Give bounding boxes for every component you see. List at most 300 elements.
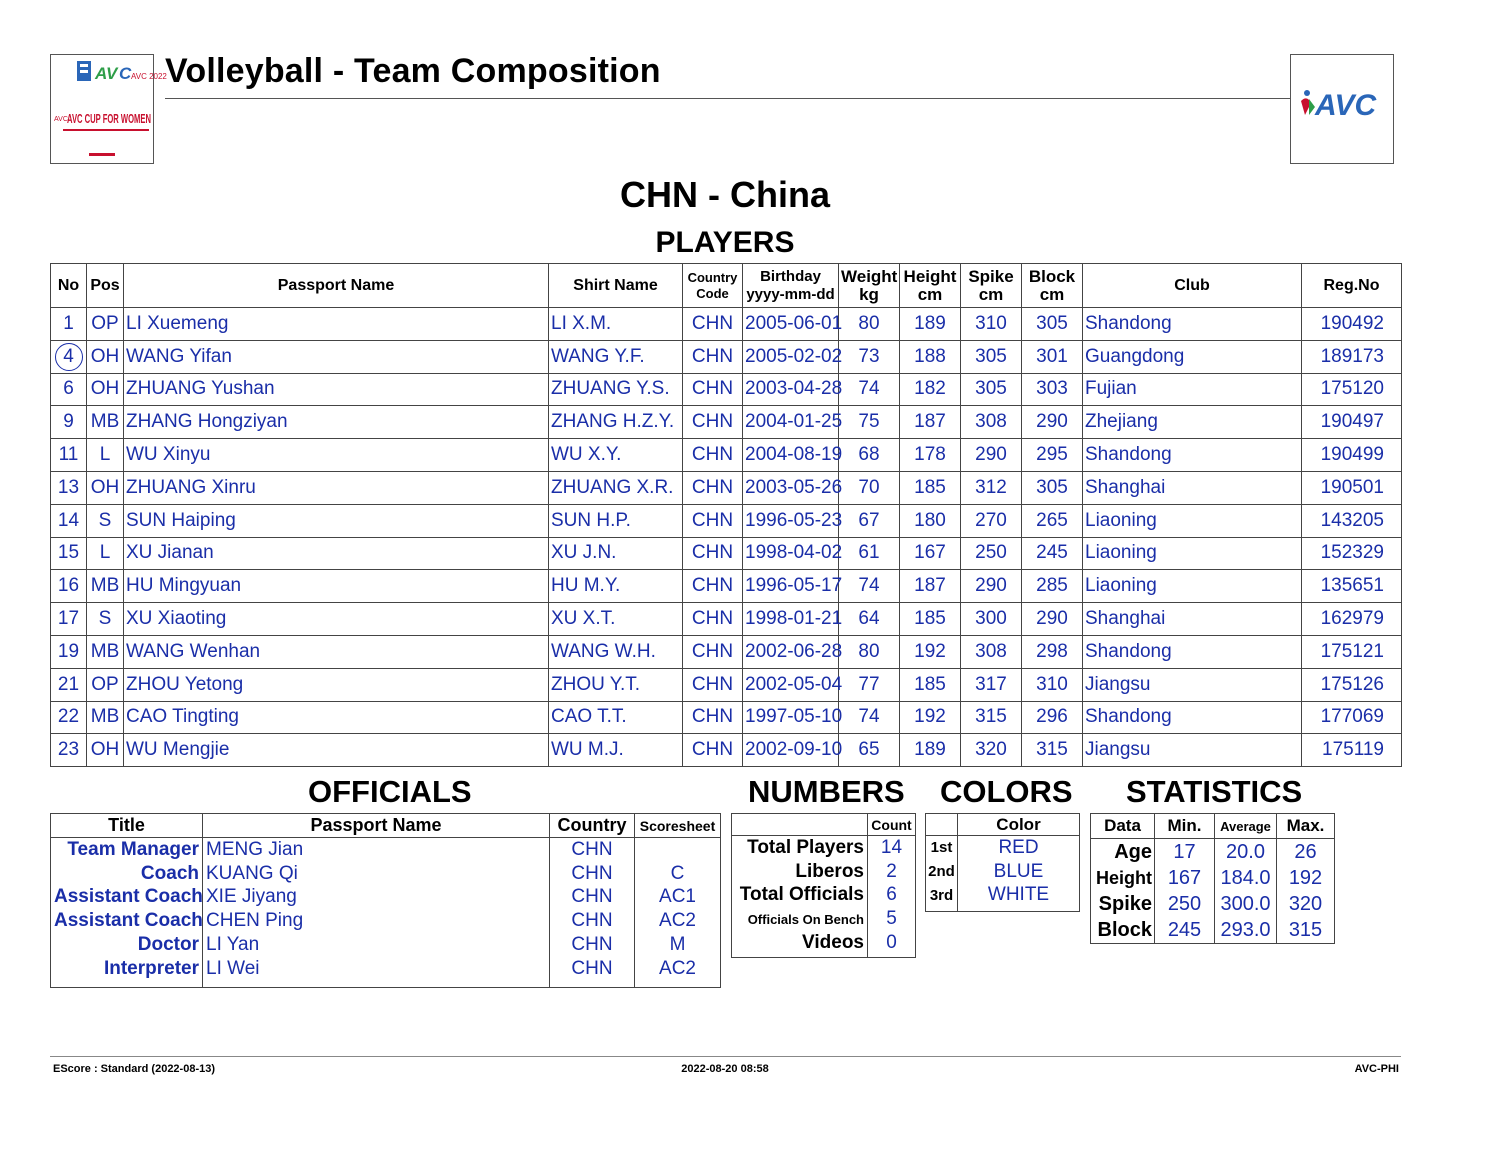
event-logo (50, 54, 167, 164)
official-passport-name: LI Yan (203, 933, 550, 957)
player-reg-no: 190492 (1302, 308, 1402, 341)
player-reg-no: 175119 (1302, 734, 1402, 767)
player-passport-name: WU Mengjie (124, 734, 549, 767)
player-block: 245 (1022, 537, 1083, 570)
player-passport-name: SUN Haiping (124, 504, 549, 537)
colors-header-row (926, 814, 1080, 836)
event-logo-text: AVC CUP FOR WOMEN (67, 111, 151, 126)
player-block: 301 (1022, 340, 1083, 373)
player-spike: 290 (961, 439, 1022, 472)
official-row (51, 862, 721, 886)
player-country: CHN (683, 406, 743, 439)
player-weight: 68 (839, 439, 900, 472)
player-birthday: 1996-05-23 (743, 504, 839, 537)
footer-divider (50, 1056, 1401, 1057)
official-title: Doctor (51, 933, 203, 957)
uniform-color: BLUE (993, 860, 1044, 882)
stat-min: 250 (1155, 891, 1215, 917)
player-position: S (87, 603, 124, 636)
uniform-color: WHITE (987, 884, 1050, 906)
player-number-cell (51, 340, 87, 373)
col-birthday (743, 264, 839, 308)
player-passport-name: HU Mingyuan (124, 570, 549, 603)
numbers-label: Total Players (732, 836, 868, 860)
player-reg-no: 143205 (1302, 504, 1402, 537)
official-country: CHN (550, 862, 635, 886)
player-club: Jiangsu (1083, 734, 1302, 767)
official-country: CHN (550, 886, 635, 910)
numbers-header-row (732, 814, 916, 836)
col-birthday-line1: Birthday (760, 267, 821, 285)
stat-min: 17 (1155, 839, 1215, 866)
player-passport-name: WANG Wenhan (124, 635, 549, 668)
document-title: Volleyball - Team Composition (165, 52, 661, 90)
colors-row (926, 836, 1080, 860)
player-spike: 308 (961, 635, 1022, 668)
player-shirt-name: SUN H.P. (549, 504, 683, 537)
player-position: OP (87, 308, 124, 341)
player-spike: 320 (961, 734, 1022, 767)
player-birthday: 2004-01-25 (743, 406, 839, 439)
numbers-heading: NUMBERS (748, 774, 905, 809)
col-country-code-line1: Country (687, 269, 738, 285)
player-spike: 270 (961, 504, 1022, 537)
player-spike: 315 (961, 701, 1022, 734)
statistics-header-row (1091, 814, 1335, 839)
col-official-scoresheet: Scoresheet (635, 814, 721, 838)
official-title: Interpreter (51, 957, 203, 987)
colors-heading: COLORS (940, 774, 1073, 809)
player-country: CHN (683, 603, 743, 636)
numbers-header-blank (732, 814, 868, 836)
player-country: CHN (683, 439, 743, 472)
svg-text:AVC: AVC (54, 116, 68, 123)
player-shirt-name: ZHANG H.Z.Y. (549, 406, 683, 439)
numbers-row (732, 931, 916, 957)
statistics-row (1091, 865, 1335, 891)
player-row (51, 635, 1402, 668)
colors-row (926, 884, 1080, 912)
player-country: CHN (683, 308, 743, 341)
col-count: Count (868, 814, 916, 836)
col-stat-average: Average (1215, 814, 1277, 839)
official-passport-name: MENG Jian (203, 838, 550, 862)
player-club: Shanghai (1083, 603, 1302, 636)
col-pos: Pos (87, 264, 124, 308)
player-number-cell: 6 (51, 373, 87, 406)
player-passport-name: ZHUANG Xinru (124, 471, 549, 504)
player-shirt-name: WU M.J. (549, 734, 683, 767)
player-birthday: 1998-01-21 (743, 603, 839, 636)
player-birthday: 2003-05-26 (743, 471, 839, 504)
player-number-cell: 21 (51, 668, 87, 701)
player-position: S (87, 504, 124, 537)
numbers-value: 2 (886, 860, 897, 882)
player-block: 296 (1022, 701, 1083, 734)
player-reg-no: 177069 (1302, 701, 1402, 734)
col-spike-line2: cm (978, 284, 1004, 304)
stat-min: 167 (1155, 865, 1215, 891)
player-height: 187 (900, 406, 961, 439)
stat-max: 192 (1277, 865, 1335, 891)
player-position: OH (87, 471, 124, 504)
col-height-line1: Height (903, 266, 957, 286)
footer-timestamp: 2022-08-20 08:58 (681, 1063, 769, 1075)
col-stat-min: Min. (1155, 814, 1215, 839)
official-country: CHN (550, 909, 635, 933)
player-height: 185 (900, 603, 961, 636)
player-club: Liaoning (1083, 570, 1302, 603)
player-club: Fujian (1083, 373, 1302, 406)
numbers-value: 5 (886, 908, 897, 930)
players-header-row (51, 264, 1402, 308)
player-birthday: 1998-04-02 (743, 537, 839, 570)
col-reg-no: Reg.No (1302, 264, 1402, 308)
numbers-row (732, 836, 916, 860)
stat-min: 245 (1155, 917, 1215, 944)
officials-heading: OFFICIALS (308, 774, 472, 809)
player-height: 189 (900, 734, 961, 767)
colors-table (925, 813, 1080, 912)
player-block: 305 (1022, 308, 1083, 341)
colors-row (926, 860, 1080, 884)
player-weight: 61 (839, 537, 900, 570)
numbers-value: 6 (886, 884, 897, 906)
col-block-line2: cm (1039, 284, 1065, 304)
player-spike: 305 (961, 340, 1022, 373)
player-country: CHN (683, 504, 743, 537)
player-country: CHN (683, 537, 743, 570)
player-country: CHN (683, 635, 743, 668)
uniform-order: 1st (926, 836, 958, 860)
player-shirt-name: WANG Y.F. (549, 340, 683, 373)
official-passport-name: KUANG Qi (203, 862, 550, 886)
player-spike: 310 (961, 308, 1022, 341)
col-block-line1: Block (1028, 266, 1076, 286)
col-spike-line1: Spike (968, 266, 1014, 286)
official-country: CHN (550, 933, 635, 957)
player-country: CHN (683, 734, 743, 767)
player-club: Liaoning (1083, 504, 1302, 537)
player-passport-name: WU Xinyu (124, 439, 549, 472)
player-spike: 305 (961, 373, 1022, 406)
player-passport-name: ZHOU Yetong (124, 668, 549, 701)
uniform-order: 2nd (926, 860, 958, 884)
col-stat-max: Max. (1277, 814, 1335, 839)
footer-software: EScore : Standard (2022-08-13) (53, 1063, 216, 1075)
player-reg-no: 175126 (1302, 668, 1402, 701)
official-row (51, 933, 721, 957)
col-color: Color (958, 814, 1080, 836)
col-no: No (51, 264, 87, 308)
player-birthday: 2005-06-01 (743, 308, 839, 341)
avc-logo-text: AVC (1315, 89, 1377, 122)
col-country-code-line2: Code (696, 285, 729, 301)
col-weight-line2: kg (859, 284, 879, 304)
player-number-cell: 15 (51, 537, 87, 570)
player-position: MB (87, 570, 124, 603)
official-scoresheet: AC2 (635, 957, 721, 987)
player-block: 303 (1022, 373, 1083, 406)
col-stat-data: Data (1091, 814, 1155, 839)
player-passport-name: LI Xuemeng (124, 308, 549, 341)
col-spike (961, 264, 1022, 308)
official-passport-name: CHEN Ping (203, 909, 550, 933)
player-reg-no: 152329 (1302, 537, 1402, 570)
official-scoresheet: M (635, 933, 721, 957)
col-shirt-name: Shirt Name (549, 264, 683, 308)
official-row (51, 957, 721, 987)
player-shirt-name: XU J.N. (549, 537, 683, 570)
player-height: 180 (900, 504, 961, 537)
player-height: 178 (900, 439, 961, 472)
col-club: Club (1083, 264, 1302, 308)
statistics-heading: STATISTICS (1126, 774, 1303, 809)
player-club: Shandong (1083, 701, 1302, 734)
col-passport-name: Passport Name (124, 264, 549, 308)
player-weight: 75 (839, 406, 900, 439)
player-birthday: 2002-09-10 (743, 734, 839, 767)
player-number-cell: 23 (51, 734, 87, 767)
col-weight (839, 264, 900, 308)
stat-label: Height (1091, 865, 1155, 891)
statistics-row (1091, 839, 1335, 866)
official-scoresheet: C (635, 862, 721, 886)
player-number-cell: 17 (51, 603, 87, 636)
player-shirt-name: WU X.Y. (549, 439, 683, 472)
player-birthday: 2003-04-28 (743, 373, 839, 406)
player-row (51, 439, 1402, 472)
player-birthday: 1997-05-10 (743, 701, 839, 734)
player-country: CHN (683, 668, 743, 701)
player-block: 265 (1022, 504, 1083, 537)
statistics-row (1091, 891, 1335, 917)
team-title: CHN - China (620, 174, 830, 215)
player-height: 185 (900, 471, 961, 504)
stat-max: 315 (1277, 917, 1335, 944)
stat-label: Block (1091, 917, 1155, 944)
player-passport-name: ZHUANG Yushan (124, 373, 549, 406)
player-block: 298 (1022, 635, 1083, 668)
player-row (51, 734, 1402, 767)
player-club: Zhejiang (1083, 406, 1302, 439)
player-position: OH (87, 734, 124, 767)
player-club: Shandong (1083, 635, 1302, 668)
player-shirt-name: ZHOU Y.T. (549, 668, 683, 701)
player-position: OH (87, 340, 124, 373)
player-spike: 312 (961, 471, 1022, 504)
player-block: 295 (1022, 439, 1083, 472)
col-block (1022, 264, 1083, 308)
players-table (50, 263, 1402, 767)
player-weight: 70 (839, 471, 900, 504)
player-spike: 308 (961, 406, 1022, 439)
official-title: Coach (51, 862, 203, 886)
player-club: Shanghai (1083, 471, 1302, 504)
player-reg-no: 175121 (1302, 635, 1402, 668)
player-club: Jiangsu (1083, 668, 1302, 701)
player-number-cell: 16 (51, 570, 87, 603)
col-birthday-line2: yyyy-mm-dd (746, 285, 835, 303)
statistics-row (1091, 917, 1335, 944)
numbers-label: Videos (732, 931, 868, 957)
player-club: Guangdong (1083, 340, 1302, 373)
player-height: 187 (900, 570, 961, 603)
player-reg-no: 162979 (1302, 603, 1402, 636)
stat-average: 184.0 (1215, 865, 1277, 891)
player-shirt-name: XU X.T. (549, 603, 683, 636)
player-row (51, 537, 1402, 570)
player-number-cell: 22 (51, 701, 87, 734)
stat-max: 320 (1277, 891, 1335, 917)
player-row (51, 504, 1402, 537)
player-birthday: 2002-05-04 (743, 668, 839, 701)
player-reg-no: 135651 (1302, 570, 1402, 603)
official-passport-name: LI Wei (203, 957, 550, 987)
player-height: 182 (900, 373, 961, 406)
player-row (51, 340, 1402, 373)
col-height-line2: cm (917, 284, 943, 304)
officials-table (50, 813, 721, 988)
numbers-row (732, 907, 916, 931)
avc-logo (1290, 54, 1394, 164)
player-country: CHN (683, 471, 743, 504)
player-row (51, 471, 1402, 504)
players-heading: PLAYERS (655, 226, 795, 259)
player-number-cell: 9 (51, 406, 87, 439)
player-shirt-name: ZHUANG Y.S. (549, 373, 683, 406)
player-spike: 250 (961, 537, 1022, 570)
event-logo-year: AVC 2022 (131, 72, 167, 81)
stat-label: Age (1091, 839, 1155, 866)
player-reg-no: 190499 (1302, 439, 1402, 472)
official-passport-name: XIE Jiyang (203, 886, 550, 910)
player-block: 290 (1022, 406, 1083, 439)
player-weight: 65 (839, 734, 900, 767)
uniform-color: RED (998, 836, 1039, 858)
player-position: OH (87, 373, 124, 406)
player-position: OP (87, 668, 124, 701)
player-block: 285 (1022, 570, 1083, 603)
player-country: CHN (683, 701, 743, 734)
col-weight-line1: Weight (841, 266, 898, 286)
player-position: MB (87, 635, 124, 668)
player-row (51, 406, 1402, 439)
numbers-label: Total Officials (732, 884, 868, 908)
player-club: Shandong (1083, 439, 1302, 472)
title-divider (165, 98, 1290, 99)
player-number-cell: 1 (51, 308, 87, 341)
numbers-table (731, 813, 916, 958)
player-block: 315 (1022, 734, 1083, 767)
official-row (51, 886, 721, 910)
player-spike: 300 (961, 603, 1022, 636)
official-scoresheet (635, 838, 721, 862)
player-birthday: 1996-05-17 (743, 570, 839, 603)
official-title: Assistant Coach (51, 909, 203, 933)
player-block: 290 (1022, 603, 1083, 636)
player-block: 310 (1022, 668, 1083, 701)
stat-average: 20.0 (1215, 839, 1277, 866)
player-number-captain: 4 (55, 343, 83, 371)
player-spike: 317 (961, 668, 1022, 701)
stat-label: Spike (1091, 891, 1155, 917)
player-passport-name: WANG Yifan (124, 340, 549, 373)
stat-average: 300.0 (1215, 891, 1277, 917)
player-number-cell: 13 (51, 471, 87, 504)
player-row (51, 603, 1402, 636)
col-official-title: Title (51, 814, 203, 838)
player-height: 167 (900, 537, 961, 570)
officials-header-row (51, 814, 721, 838)
player-shirt-name: HU M.Y. (549, 570, 683, 603)
player-weight: 80 (839, 308, 900, 341)
player-weight: 64 (839, 603, 900, 636)
stat-max: 26 (1277, 839, 1335, 866)
player-passport-name: XU Jianan (124, 537, 549, 570)
player-weight: 73 (839, 340, 900, 373)
player-country: CHN (683, 340, 743, 373)
numbers-label: Officials On Bench (732, 907, 868, 931)
official-row (51, 909, 721, 933)
player-number-cell: 14 (51, 504, 87, 537)
player-reg-no: 189173 (1302, 340, 1402, 373)
player-row (51, 308, 1402, 341)
player-reg-no: 175120 (1302, 373, 1402, 406)
player-height: 188 (900, 340, 961, 373)
player-position: MB (87, 406, 124, 439)
svg-text:C: C (119, 64, 132, 83)
player-weight: 77 (839, 668, 900, 701)
player-birthday: 2002-06-28 (743, 635, 839, 668)
official-row (51, 838, 721, 862)
player-position: MB (87, 701, 124, 734)
player-reg-no: 190497 (1302, 406, 1402, 439)
numbers-value: 14 (880, 836, 903, 858)
player-row (51, 373, 1402, 406)
player-weight: 74 (839, 373, 900, 406)
numbers-row (732, 884, 916, 908)
colors-header-blank (926, 814, 958, 836)
player-height: 192 (900, 701, 961, 734)
numbers-row (732, 860, 916, 884)
player-shirt-name: ZHUANG X.R. (549, 471, 683, 504)
official-title: Team Manager (51, 838, 203, 862)
player-shirt-name: CAO T.T. (549, 701, 683, 734)
official-title: Assistant Coach (51, 886, 203, 910)
player-shirt-name: LI X.M. (549, 308, 683, 341)
numbers-label: Liberos (732, 860, 868, 884)
footer-code: AVC-PHI (1354, 1063, 1399, 1075)
player-passport-name: ZHANG Hongziyan (124, 406, 549, 439)
player-weight: 67 (839, 504, 900, 537)
player-spike: 290 (961, 570, 1022, 603)
player-country: CHN (683, 373, 743, 406)
col-official-passport-name: Passport Name (203, 814, 550, 838)
player-position: L (87, 439, 124, 472)
stat-average: 293.0 (1215, 917, 1277, 944)
player-height: 189 (900, 308, 961, 341)
player-number-cell: 19 (51, 635, 87, 668)
player-country: CHN (683, 570, 743, 603)
player-height: 185 (900, 668, 961, 701)
player-club: Shandong (1083, 308, 1302, 341)
player-block: 305 (1022, 471, 1083, 504)
uniform-order: 3rd (926, 884, 958, 912)
player-weight: 80 (839, 635, 900, 668)
player-birthday: 2005-02-02 (743, 340, 839, 373)
official-scoresheet: AC2 (635, 909, 721, 933)
